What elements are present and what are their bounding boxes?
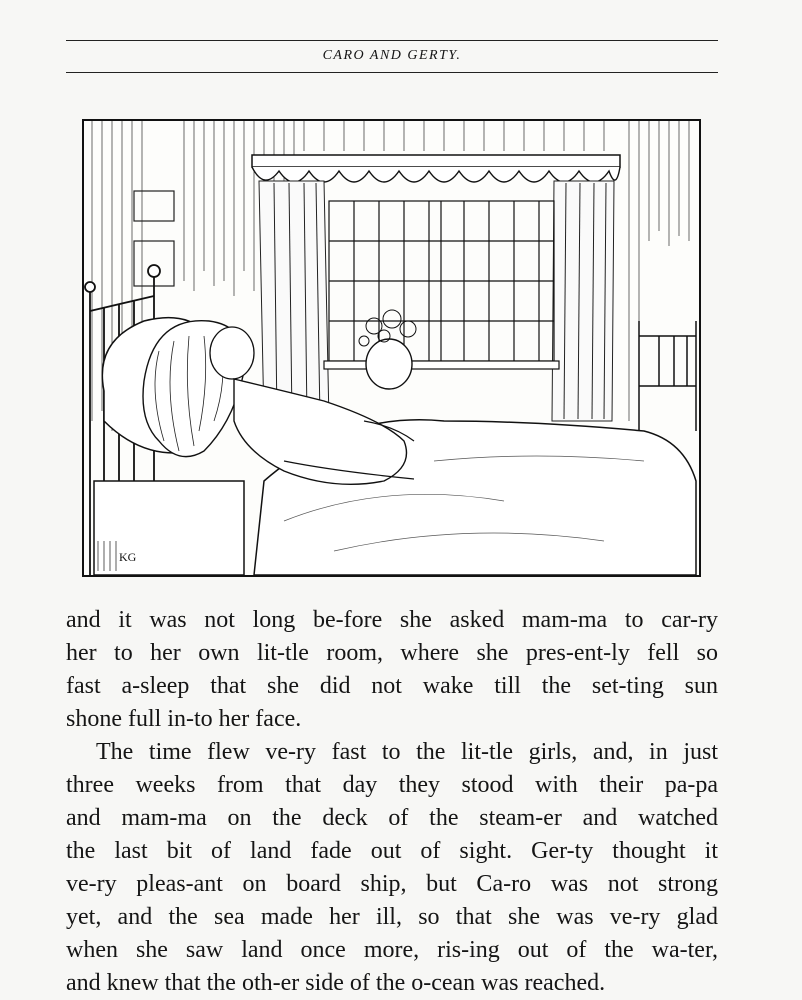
paragraph-2-body bbox=[66, 769, 718, 967]
text-line: and mam-ma on the deck of the steam-er and watched bbox=[66, 805, 718, 831]
text-line: the last bit of land fade out of sight. Ger-ty thought it bbox=[66, 838, 718, 864]
mattress bbox=[94, 481, 244, 575]
text-line: and it was not long be-fore she asked mam-ma to car-ry bbox=[66, 607, 718, 633]
sleeping-girl-illustration bbox=[84, 121, 699, 575]
running-title: CARO AND GERTY. bbox=[322, 48, 462, 63]
window-pelmet bbox=[252, 155, 620, 182]
flower-vase bbox=[359, 310, 416, 389]
body-text bbox=[66, 604, 718, 1000]
text-line: three weeks from that day they stood with their pa-pa bbox=[66, 772, 718, 798]
text-line: The time flew ve-ry fast to the lit-tle girls, and, in just bbox=[96, 739, 718, 765]
text-line: and knew that the oth-er side of the o-cean was reached. bbox=[66, 970, 606, 996]
paragraph-2-last-line bbox=[66, 967, 718, 1000]
header-bottom-rule bbox=[66, 72, 718, 73]
text-line: shone full in-to her face. bbox=[66, 706, 302, 732]
header-top-rule bbox=[66, 40, 718, 41]
text-line: her to her own lit-tle room, where she pres-ent-ly fell so bbox=[66, 640, 718, 666]
text-line: fast a-sleep that she did not wake till the set-ting sun bbox=[66, 673, 718, 699]
wall-picture bbox=[134, 191, 174, 221]
paragraph-1-last-line bbox=[66, 703, 718, 736]
paragraph-1 bbox=[66, 604, 718, 703]
curtains bbox=[259, 181, 614, 421]
text-line: when she saw land once more, ris-ing out of the wa-ter, bbox=[66, 937, 718, 963]
artist-monogram: KG bbox=[119, 550, 137, 564]
text-line: yet, and the sea made her ill, so that she was ve-ry glad bbox=[66, 904, 718, 930]
paragraph-2 bbox=[66, 736, 718, 769]
chair bbox=[639, 321, 696, 431]
window bbox=[324, 201, 559, 369]
illustration-frame bbox=[82, 119, 701, 577]
text-line: ve-ry pleas-ant on board ship, but Ca-ro was not strong bbox=[66, 871, 718, 897]
